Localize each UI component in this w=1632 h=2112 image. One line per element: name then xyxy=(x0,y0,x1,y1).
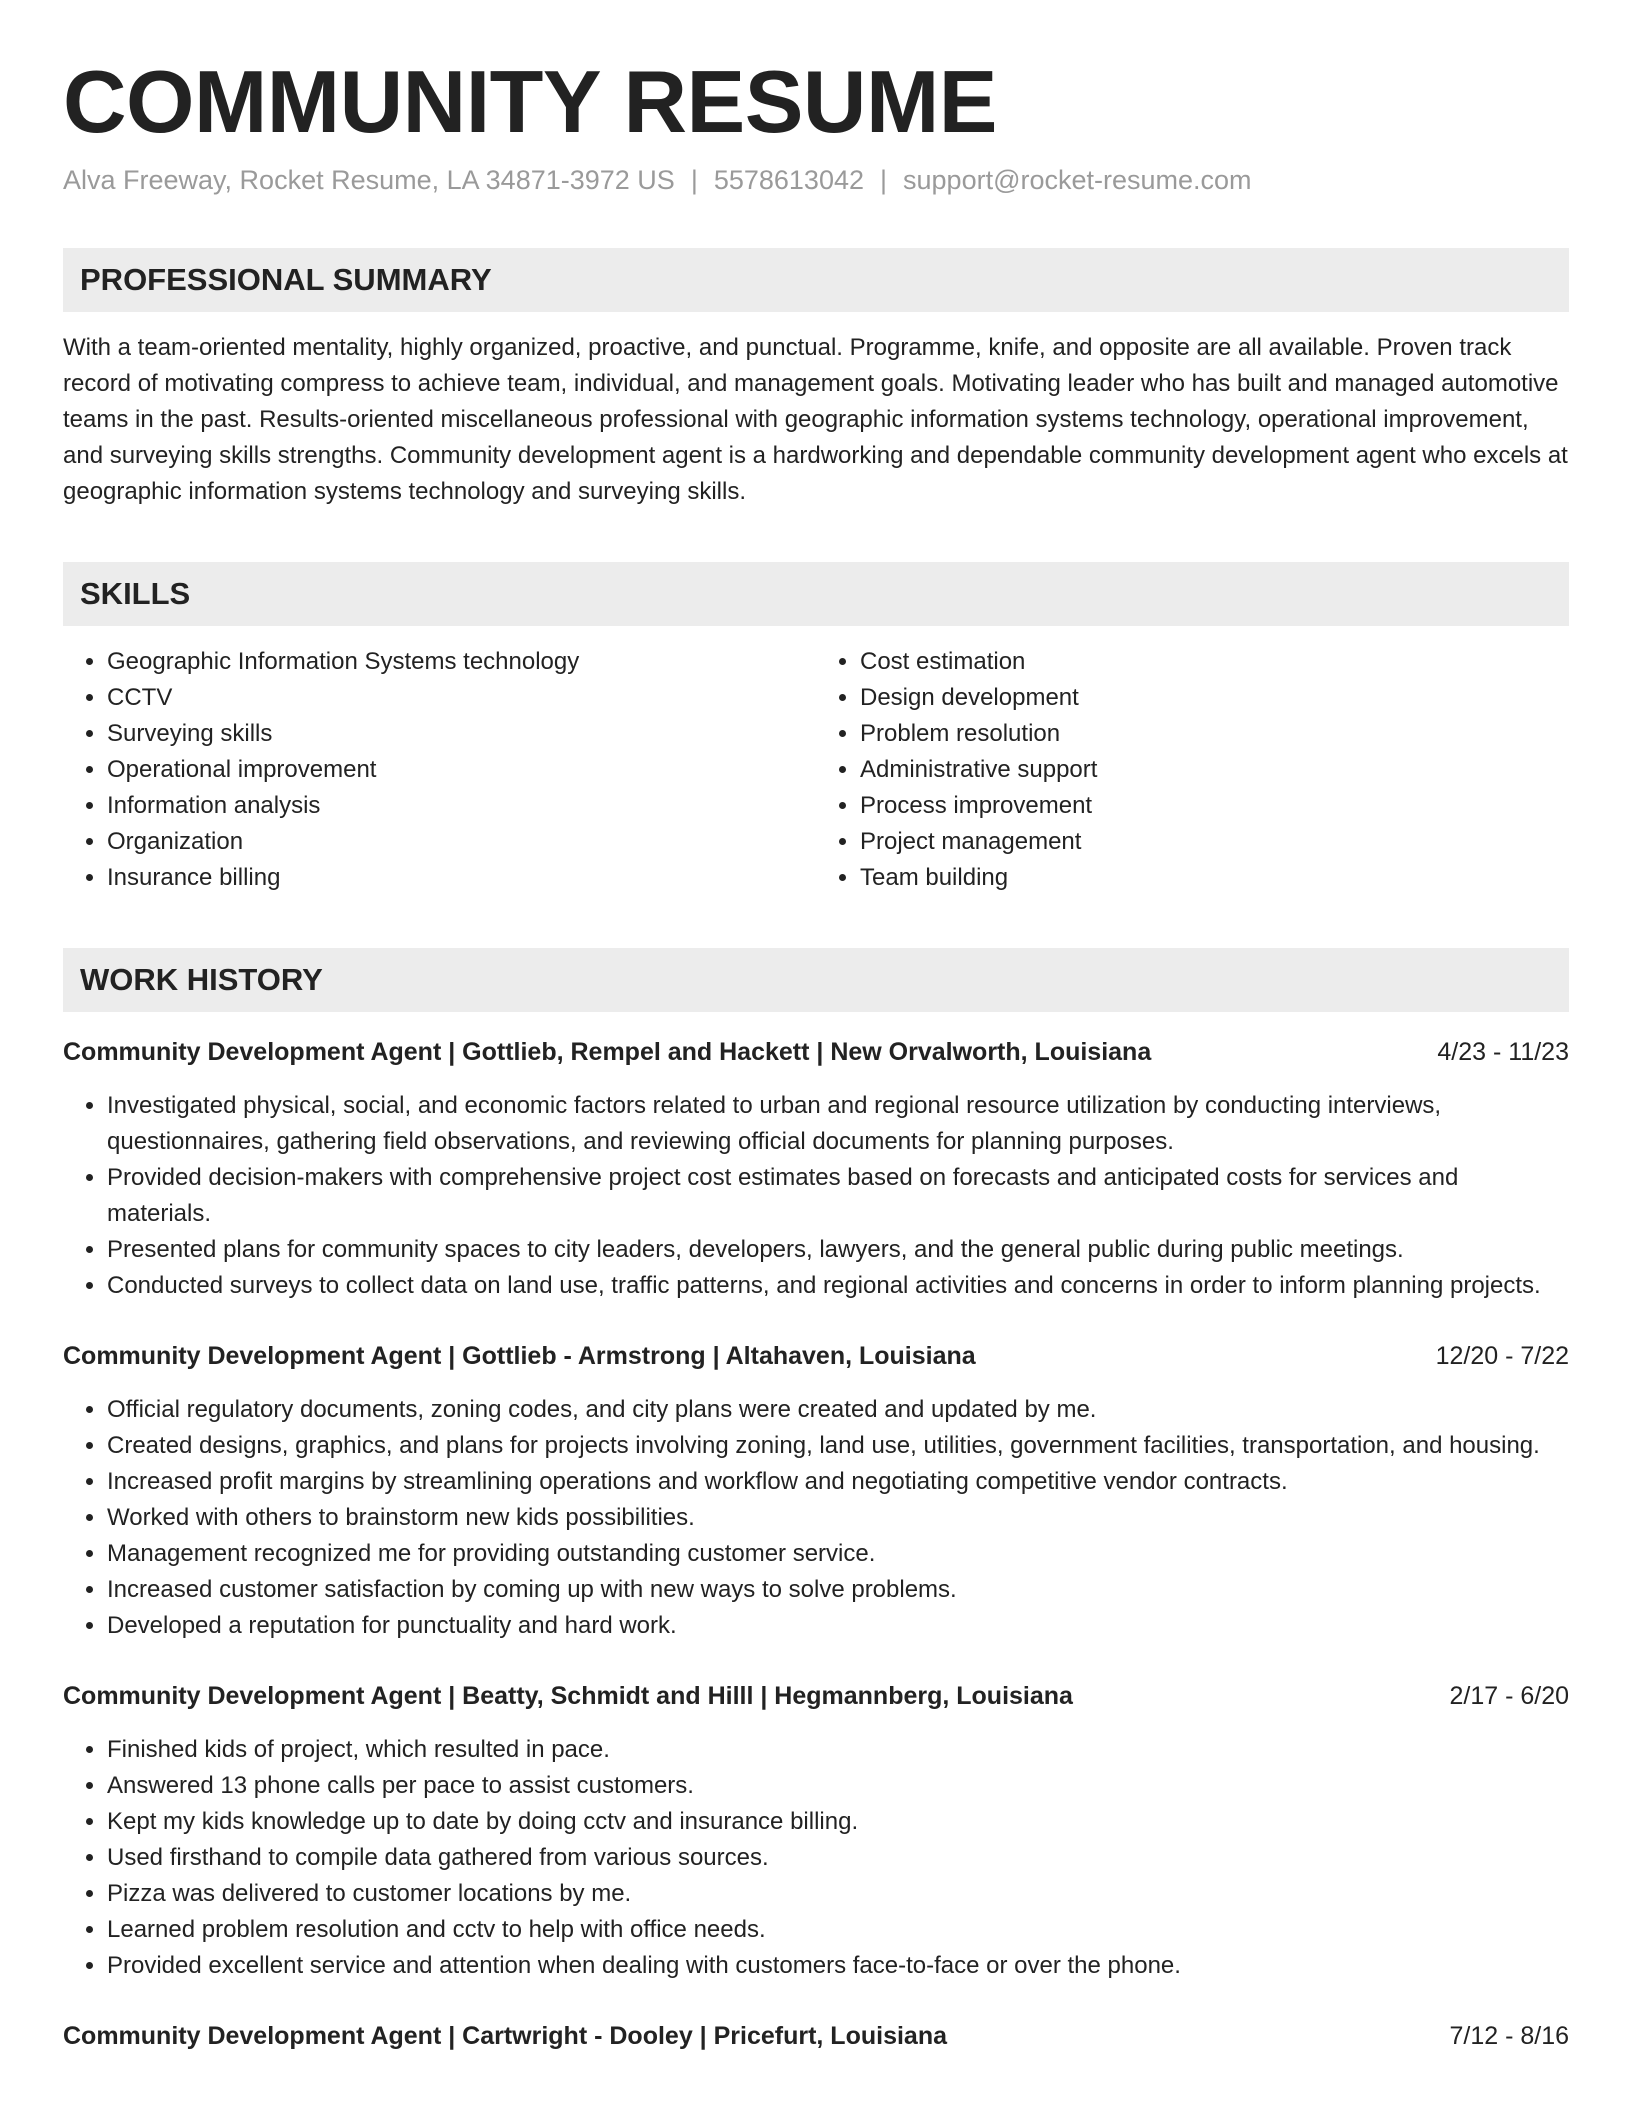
work-history-heading: WORK HISTORY xyxy=(63,948,1569,1012)
skill-item: • Administrative support xyxy=(860,752,1569,788)
skill-item: • Problem resolution xyxy=(860,716,1569,752)
job-bullet: • Increased customer satisfaction by coming up with new ways to solve problems. xyxy=(107,1572,1569,1608)
job-title: Community Development Agent | Gottlieb - Armstrong | Altahaven, Louisiana xyxy=(63,1341,976,1370)
resume-title: COMMUNITY RESUME xyxy=(63,52,997,151)
contact-separator: | xyxy=(690,164,698,195)
skills-column-right xyxy=(816,644,1569,896)
job-bullet: • Provided excellent service and attention when dealing with customers face-to-face or over the phone. xyxy=(107,1948,1569,1984)
contact-address: Alva Freeway, Rocket Resume, LA 34871-3972 US xyxy=(63,164,675,195)
summary-text: With a team-oriented mentality, highly organized, proactive, and punctual. Programme, knife, and opposite are all available. Proven track record of motivating compress to achieve team, individual, and management goals. Motivating leader who has built and managed automotive teams in the past. Results-oriented miscellaneous professional with geographic information systems technology, operational improvement, and surveying skills strengths. Community development agent is a hardworking and dependable community development agent who excels at geographic information systems technology and surveying skills. xyxy=(63,333,1568,505)
job-bullet: • Provided decision-makers with comprehensive project cost estimates based on forecasts and anticipated costs for services and materials. xyxy=(107,1160,1569,1232)
job-bullet: • Kept my kids knowledge up to date by doing cctv and insurance billing. xyxy=(107,1804,1569,1840)
job-bullet: • Finished kids of project, which resulted in pace. xyxy=(107,1732,1569,1768)
job-entry xyxy=(63,1338,1569,1644)
skill-item: • Information analysis xyxy=(107,788,816,824)
summary-heading: PROFESSIONAL SUMMARY xyxy=(63,248,1569,312)
job-bullets xyxy=(63,1392,1569,1644)
job-header xyxy=(63,2018,1569,2054)
contact-email: support@rocket-resume.com xyxy=(903,164,1252,195)
job-dates: 12/20 - 7/22 xyxy=(1435,1341,1569,1370)
job-header xyxy=(63,1678,1569,1714)
skill-item: • Geographic Information Systems technology xyxy=(107,644,816,680)
job-entry xyxy=(63,1034,1569,1304)
skill-item: • Project management xyxy=(860,824,1569,860)
job-dates: 7/12 - 8/16 xyxy=(1449,2021,1569,2050)
job-entry xyxy=(63,1678,1569,1984)
job-dates: 4/23 - 11/23 xyxy=(1437,1037,1569,1066)
job-bullet: • Worked with others to brainstorm new kids possibilities. xyxy=(107,1500,1569,1536)
contact-line xyxy=(63,165,1569,196)
job-bullet: • Conducted surveys to collect data on land use, traffic patterns, and regional activities and concerns in order to inform planning projects. xyxy=(107,1268,1569,1304)
skill-item: • Organization xyxy=(107,824,816,860)
job-bullets xyxy=(63,1732,1569,1984)
contact-separator: | xyxy=(880,164,888,195)
skill-item: • Surveying skills xyxy=(107,716,816,752)
job-bullet: • Used firsthand to compile data gathered from various sources. xyxy=(107,1840,1569,1876)
skill-item: • Team building xyxy=(860,860,1569,896)
skill-item: • Insurance billing xyxy=(107,860,816,896)
job-bullet: • Pizza was delivered to customer locations by me. xyxy=(107,1876,1569,1912)
job-entry xyxy=(63,2018,1569,2054)
job-bullet: • Increased profit margins by streamlining operations and workflow and negotiating competitive vendor contracts. xyxy=(107,1464,1569,1500)
job-header xyxy=(63,1034,1569,1070)
job-header xyxy=(63,1338,1569,1374)
job-bullet: • Learned problem resolution and cctv to help with office needs. xyxy=(107,1912,1569,1948)
job-bullet: • Created designs, graphics, and plans for projects involving zoning, land use, utilities, government facilities, transportation, and housing. xyxy=(107,1428,1569,1464)
job-title: Community Development Agent | Beatty, Schmidt and Hilll | Hegmannberg, Louisiana xyxy=(63,1681,1073,1710)
job-title: Community Development Agent | Gottlieb, Rempel and Hackett | New Orvalworth, Louisiana xyxy=(63,1037,1152,1066)
skill-item: • Process improvement xyxy=(860,788,1569,824)
job-title: Community Development Agent | Cartwright - Dooley | Pricefurt, Louisiana xyxy=(63,2021,947,2050)
skills-column-left xyxy=(63,644,816,896)
job-bullets xyxy=(63,1088,1569,1304)
skills-list xyxy=(63,644,1569,896)
skill-item: • Cost estimation xyxy=(860,644,1569,680)
skill-item: • Operational improvement xyxy=(107,752,816,788)
skills-heading: SKILLS xyxy=(63,562,1569,626)
job-bullet: • Investigated physical, social, and economic factors related to urban and regional resource utilization by conducting interviews, questionnaires, gathering field observations, and reviewing official documents for planning purposes. xyxy=(107,1088,1569,1160)
job-bullet: • Developed a reputation for punctuality and hard work. xyxy=(107,1608,1569,1644)
job-bullet: • Management recognized me for providing outstanding customer service. xyxy=(107,1536,1569,1572)
contact-phone: 5578613042 xyxy=(713,164,864,195)
job-bullet: • Answered 13 phone calls per pace to assist customers. xyxy=(107,1768,1569,1804)
skill-item: • CCTV xyxy=(107,680,816,716)
job-bullet: • Presented plans for community spaces to city leaders, developers, lawyers, and the general public during public meetings. xyxy=(107,1232,1569,1268)
job-bullet: • Official regulatory documents, zoning codes, and city plans were created and updated by me. xyxy=(107,1392,1569,1428)
job-dates: 2/17 - 6/20 xyxy=(1449,1681,1569,1710)
skill-item: • Design development xyxy=(860,680,1569,716)
